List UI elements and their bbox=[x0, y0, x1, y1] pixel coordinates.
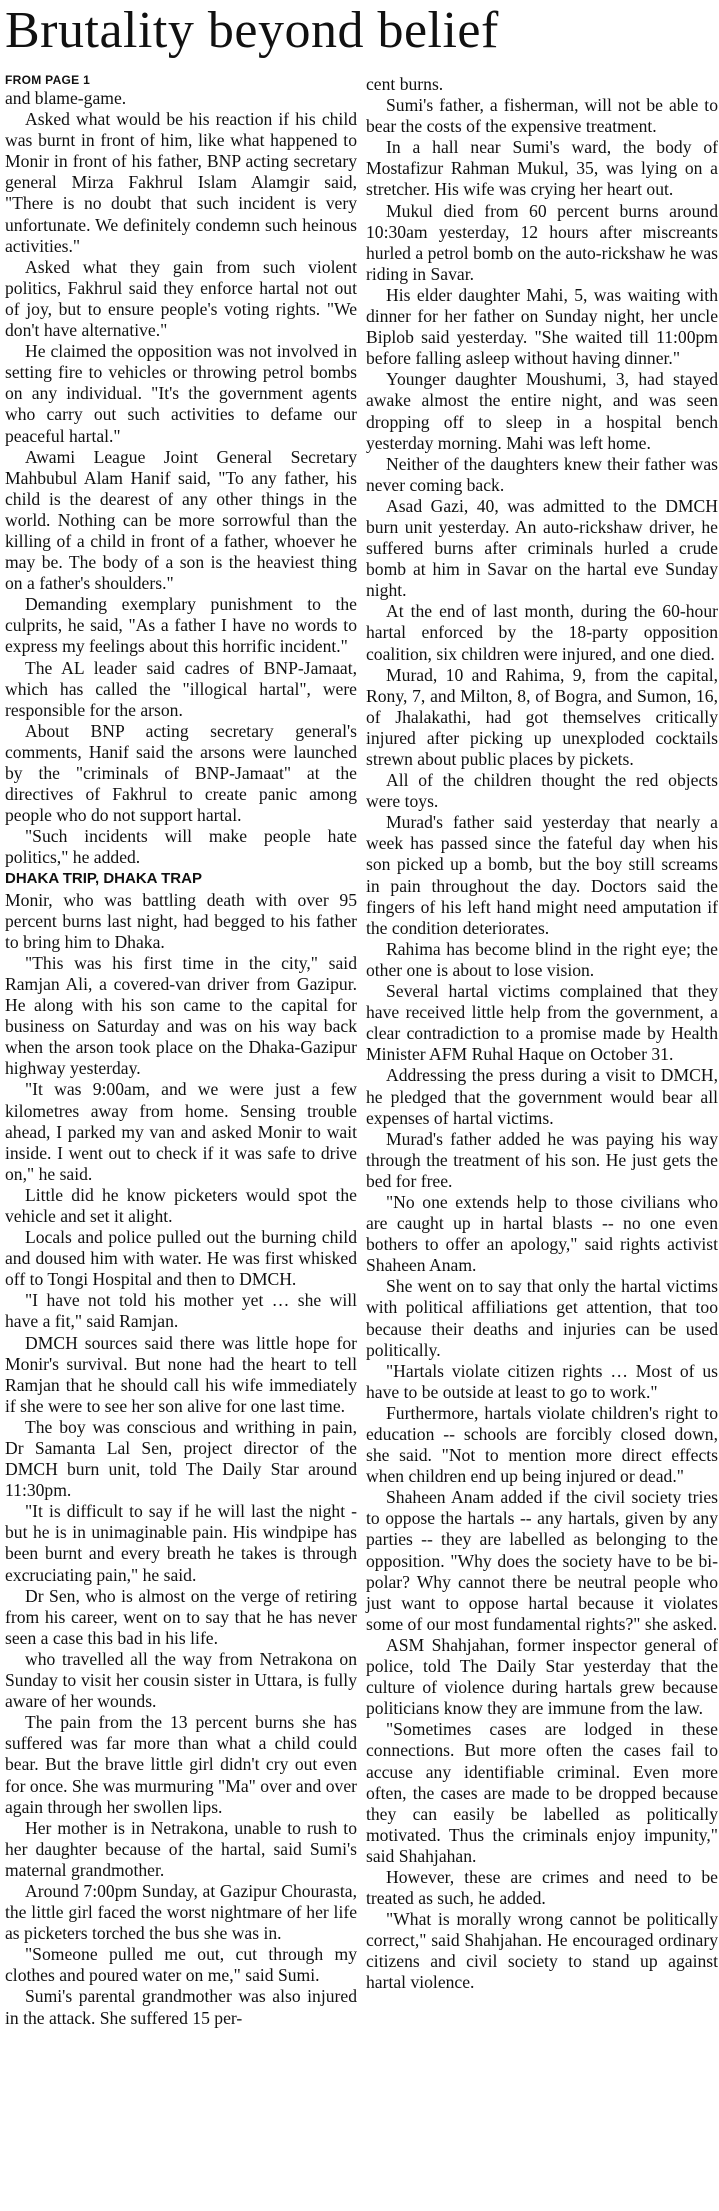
paragraph: Dr Sen, who is almost on the verge of retiring from his career, went on to say that he has never seen a case this bad in his life. bbox=[5, 1585, 357, 1648]
article-headline: Brutality beyond belief bbox=[5, 2, 499, 59]
paragraph: "Hartals violate citizen rights … Most of us have to be outside at least to go to work." bbox=[366, 1360, 718, 1402]
paragraph: At the end of last month, during the 60-hour hartal enforced by the 18-party opposition coalition, six children were injured, and one died. bbox=[366, 601, 718, 664]
paragraph: Awami League Joint General Secretary Mahbubul Alam Hanif said, "To any father, his child is the dearest of any other things in the world. Nothing can be more sorrowful than the killing of a child in front of a father, whoever he may be. The body of a son is the heaviest thing on a father's shoulders." bbox=[5, 446, 357, 594]
paragraph: Little did he know picketers would spot the vehicle and set it alight. bbox=[5, 1184, 357, 1226]
paragraph: Furthermore, hartals violate children's right to education -- schools are forcibly closed down, she said. "Not to mention more direct effects when children end up being injured or dead." bbox=[366, 1402, 718, 1487]
paragraph: who travelled all the way from Netrakona on Sunday to visit her cousin sister in Uttara, is fully aware of her wounds. bbox=[5, 1648, 357, 1712]
paragraph: Neither of the daughters knew their father was never coming back. bbox=[366, 453, 718, 495]
paragraph: Asked what would be his reaction if his child was burnt in front of him, like what happened to Monir in front of his father, BNP acting secretary general Mirza Fakhrul Islam Alamgir said, "There is no doubt that such incident is very unfortunate. We definitely condemn such heinous activities." bbox=[5, 109, 357, 256]
paragraph: Several hartal victims complained that they have received little help from the government, a clear contradiction to a promise made by Health Minister AFM Ruhal Haque on October 31. bbox=[366, 981, 718, 1065]
article-column-left bbox=[5, 72, 357, 2029]
paragraph: "It is difficult to say if he will last the night - but he is in unimaginable pain. His windpipe has been burnt and every breath he takes is through excruciating pain," he said. bbox=[5, 1501, 357, 1585]
paragraph: She went on to say that only the hartal victims with political affiliations get attention, that too because their deaths and injuries can be used politically. bbox=[366, 1276, 718, 1360]
article-column-right bbox=[366, 74, 718, 1994]
paragraph: ASM Shahjahan, former inspector general of police, told The Daily Star yesterday that the culture of violence during hartals grew because politicians know they are immune from the law. bbox=[366, 1634, 718, 1719]
paragraph: Asked what they gain from such violent politics, Fakhrul said they enforce hartal not out of joy, but to ensure people's voting rights. "We don't have alternative." bbox=[5, 256, 357, 341]
paragraph: Addressing the press during a visit to DMCH, he pledged that the government would bear all expenses of hartal victims. bbox=[366, 1065, 718, 1128]
paragraph: His elder daughter Mahi, 5, was waiting with dinner for her father on Sunday night, her uncle Biplob said yesterday. "She waited till 11:00pm before falling asleep without having dinner." bbox=[366, 284, 718, 369]
paragraph: Sumi's father, a fisherman, will not be able to bear the costs of the expensive treatment. bbox=[366, 95, 718, 137]
paragraph: "This was his first time in the city," said Ramjan Ali, a covered-van driver from Gazipur. He along with his son came to the capital for business on Saturday and was on his way back when the arson took place on the Dhaka-Gazipur highway yesterday. bbox=[5, 952, 357, 1079]
paragraph: "Someone pulled me out, cut through my clothes and poured water on me," said Sumi. bbox=[5, 1944, 357, 1986]
paragraph: Younger daughter Moushumi, 3, had stayed awake almost the entire night, and was seen dropping off to sleep in a hospital bench yesterday morning. Mahi was left home. bbox=[366, 369, 718, 453]
paragraph: The AL leader said cadres of BNP-Jamaat, which has called the "illogical hartal", were responsible for the arson. bbox=[5, 657, 357, 720]
paragraph: Monir, who was battling death with over 95 percent burns last night, had begged to his father to bring him to Dhaka. bbox=[5, 889, 357, 952]
subheading: DHAKA TRIP, DHAKA TRAP bbox=[5, 870, 202, 888]
paragraph: Murad's father added he was paying his way through the treatment of his son. He just gets the bed for free. bbox=[366, 1128, 718, 1191]
paragraph: "Sometimes cases are lodged in these connections. But more often the cases fail to accuse any identifiable criminal. Even more often, the cases are made to be dropped because they can easily be labelled as politically motivated. Thus the criminals enjoy impunity," said Shahjahan. bbox=[366, 1719, 718, 1866]
paragraph: "No one extends help to those civilians who are caught up in hartal blasts -- no one even bothers to offer an apology," said rights activist Shaheen Anam. bbox=[366, 1191, 718, 1276]
paragraph: About BNP acting secretary general's comments, Hanif said the arsons were launched by the "criminals of BNP-Jamaat" at the directives of Fakhrul to create panic among people who do not support hartal. bbox=[5, 720, 357, 826]
paragraph: DMCH sources said there was little hope for Monir's survival. But none had the heart to tell Ramjan that he should call his wife immediately if she were to see her son alive for one last time. bbox=[5, 1332, 357, 1416]
paragraph: cent burns. bbox=[366, 74, 444, 94]
paragraph: Mukul died from 60 percent burns around 10:30am yesterday, 12 hours after miscreants hurled a petrol bomb on the auto-rickshaw he was riding in Savar. bbox=[366, 200, 718, 284]
paragraph: "Such incidents will make people hate politics," he added. bbox=[5, 826, 357, 868]
paragraph: Around 7:00pm Sunday, at Gazipur Chourasta, the little girl faced the worst nightmare of her life as picketers torched the bus she was in. bbox=[5, 1880, 357, 1944]
paragraph: The pain from the 13 percent burns she has suffered was far more than what a child could bear. But the brave little girl didn't cry out even for once. She was murmuring "Ma" over and over again through her swollen lips. bbox=[5, 1712, 357, 1817]
paragraph: Sumi's parental grandmother was also injured in the attack. She suffered 15 per- bbox=[5, 1986, 357, 2028]
paragraph: Her mother is in Netrakona, unable to rush to her daughter because of the hartal, said Sumi's maternal grandmother. bbox=[5, 1817, 357, 1880]
paragraph: Asad Gazi, 40, was admitted to the DMCH burn unit yesterday. An auto-rickshaw driver, he suffered burns after criminals hurled a crude bomb at him in Savar on the hartal eve Sunday night. bbox=[366, 495, 718, 601]
paragraph: "It was 9:00am, and we were just a few kilometres away from home. Sensing trouble ahead, I parked my van and asked Monir to wait inside. I went out to check if it was safe to drive on," he said. bbox=[5, 1079, 357, 1184]
paragraph: "What is morally wrong cannot be politically correct," said Shahjahan. He encouraged ordinary citizens and civil society to stand up against hartal violence. bbox=[366, 1909, 718, 1993]
paragraph: In a hall near Sumi's ward, the body of Mostafizur Rahman Mukul, 35, was lying on a stretcher. His wife was crying her heart out. bbox=[366, 137, 718, 200]
paragraph: Rahima has become blind in the right eye; the other one is about to lose vision. bbox=[366, 938, 718, 980]
paragraph: Murad, 10 and Rahima, 9, from the capital, Rony, 7, and Milton, 8, of Bogra, and Sumon, 16, of Jhalakathi, had got themselves critically injured after picking up unexploded cocktails strewn about public places by pickets. bbox=[366, 664, 718, 769]
paragraph: The boy was conscious and writhing in pain, Dr Samanta Lal Sen, project director of the DMCH burn unit, told The Daily Star around 11:30pm. bbox=[5, 1416, 357, 1501]
continuation-kicker: FROM PAGE 1 bbox=[5, 73, 91, 87]
paragraph: He claimed the opposition was not involved in setting fire to vehicles or throwing petrol bombs on any individual. "It's the government agents who carry out such activities to defame our peaceful hartal." bbox=[5, 341, 357, 446]
paragraph: and blame-game. bbox=[5, 88, 127, 108]
paragraph: All of the children thought the red objects were toys. bbox=[366, 770, 718, 812]
paragraph: Murad's father said yesterday that nearly a week has passed since the fateful day when his son picked up a bomb, but the boy still screams in pain throughout the day. Doctors said the fingers of his left hand might need amputation if the condition deteriorates. bbox=[366, 812, 718, 938]
paragraph: Shaheen Anam added if the civil society tries to oppose the hartals -- any hartals, given by any parties -- they are labelled as belonging to the opposition. "Why does the society have to be bi-polar? Why cannot there be neutral people who just want to oppose hartal because it violates some of our most fundamental rights?" she asked. bbox=[366, 1487, 718, 1634]
paragraph: "I have not told his mother yet … she will have a fit," said Ramjan. bbox=[5, 1290, 357, 1332]
paragraph: Demanding exemplary punishment to the culprits, he said, "As a father I have no words to express my feelings about this horrific incident." bbox=[5, 594, 357, 657]
paragraph: Locals and police pulled out the burning child and doused him with water. He was first whisked off to Tongi Hospital and then to DMCH. bbox=[5, 1227, 357, 1290]
paragraph: However, these are crimes and need to be treated as such, he added. bbox=[366, 1866, 718, 1909]
